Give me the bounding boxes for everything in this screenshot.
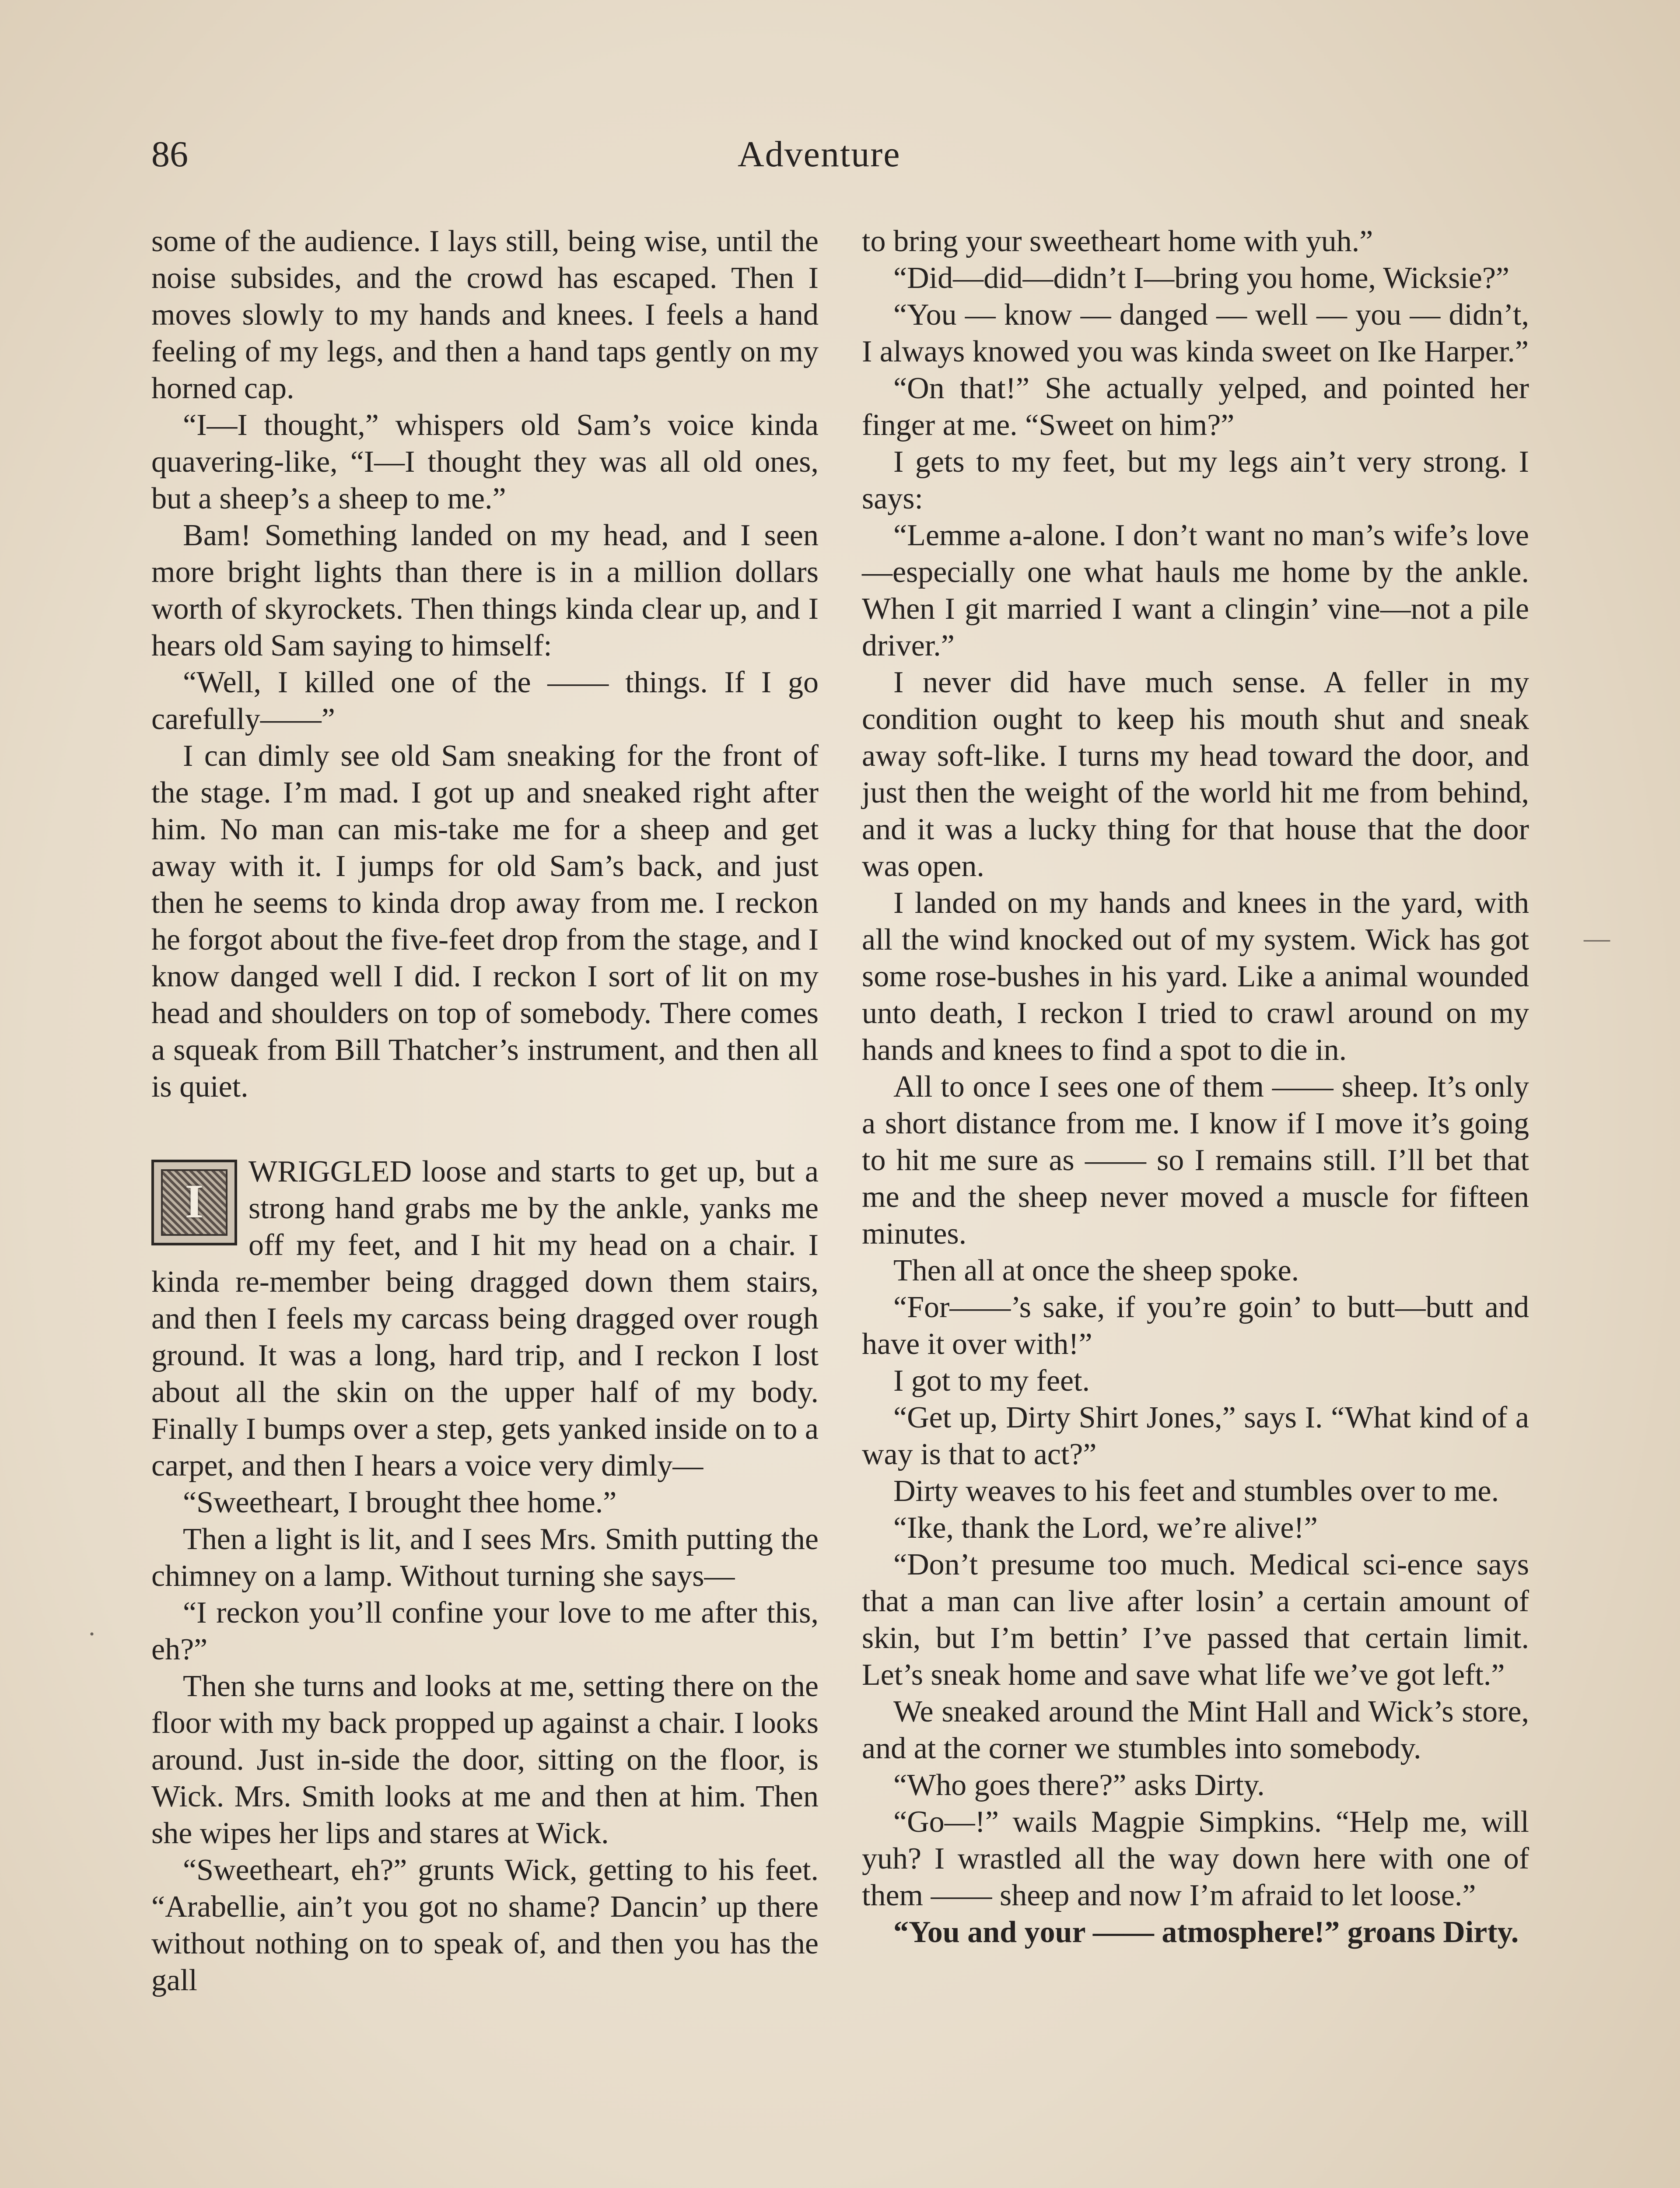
paragraph: “Who goes there?” asks Dirty. xyxy=(893,1768,1265,1802)
paragraph: some of the audience. I lays still, being wise, until the noise subsides, and the crowd has escaped. Then I moves slowly to my hands and knees. I feels a hand feeling of my legs, and then a hand taps gently on my horned cap. xyxy=(151,224,819,405)
paragraph: Bam! Something landed on my head, and I seen more bright lights than there is in a million dollars worth of skyrockets. Then things kinda clear up, and I hears old Sam saying to himself: xyxy=(151,519,819,663)
paragraph: “Don’t presume too much. Medical sci-ence says that a man can live after losin’ a certain amount of skin, but I’m bettin’ I’ve passed that certain limit. Let’s sneak home and save what life we’ve got left.” xyxy=(862,1548,1529,1692)
paragraph: “Sweetheart, I brought thee home.” xyxy=(183,1486,617,1519)
paragraph: “Did—did—didn’t I—bring you home, Wicksie?” xyxy=(893,261,1509,295)
paragraph: “You — know — danged — well — you — didn’t, I always knowed you was kinda sweet on Ike Harper.” xyxy=(862,298,1529,368)
paragraph: “Lemme a-alone. I don’t want no man’s wife’s love—especially one what hauls me home by the ankle. When I git married I want a clingin’ vine—not a pile driver.” xyxy=(862,519,1529,663)
final-paragraph: “You and your —— atmosphere!” groans Dirty. xyxy=(893,1915,1519,1949)
left-column xyxy=(151,223,819,1999)
paragraph: “Well, I killed one of the —— things. If I go carefully——” xyxy=(151,666,819,736)
paragraph: I can dimly see old Sam sneaking for the front of the stage. I’m mad. I got up and sneaked right after him. No man can mis-take me for a sheep and get away with it. I jumps for old Sam’s back, and just then he seems to kinda drop away from me. I reckon he forgot about the five-feet drop from the stage, and I know danged well I did. I reckon I sort of lit on my head and shoulders on top of somebody. There comes a squeak from Bill Thatcher’s instrument, and then all is quiet. xyxy=(151,739,819,1104)
paragraph: Then all at once the sheep spoke. xyxy=(893,1254,1299,1287)
paragraph: I never did have much sense. A feller in my condition ought to keep his mouth shut and sneak away soft-like. I turns my head toward the door, and just then the weight of the world hit me from behind, and it was a lucky thing for that house that the door was open. xyxy=(862,666,1529,883)
dropcap-paragraph-text: WRIGGLED loose and starts to get up, but a strong hand grabs me by the ankle, yanks me off my feet, and I hit my head on a chair. I kinda re-member being dragged down them stairs, and then I feels my carcass being dragged over rough ground. It was a long, hard trip, and I reckon I lost about all the skin on the upper half of my body. Finally I bumps over a step, gets yanked inside on to a carpet, and then I hears a voice very dimly— xyxy=(151,1155,819,1483)
paragraph: “For——’s sake, if you’re goin’ to butt—butt and have it over with!” xyxy=(862,1290,1529,1361)
running-title: Adventure xyxy=(738,134,901,175)
paragraph: Then she turns and looks at me, setting there on the floor with my back propped up against a chair. I looks around. Just in-side the door, sitting on the floor, is Wick. Mrs. Smith looks at me and then at him. Then she wipes her lips and stares at Wick. xyxy=(151,1669,819,1850)
continued-line: to bring your sweetheart home with yuh.” xyxy=(862,224,1373,258)
dropcap-paragraph xyxy=(151,1154,819,1484)
paragraph: “I reckon you’ll confine your love to me after this, eh?” xyxy=(151,1596,819,1666)
paragraph: I gets to my feet, but my legs ain’t very strong. I says: xyxy=(862,445,1529,515)
paragraph: Dirty weaves to his feet and stumbles over to me. xyxy=(893,1474,1499,1508)
paragraph: “Get up, Dirty Shirt Jones,” says I. “What kind of a way is that to act?” xyxy=(862,1401,1529,1471)
stray-dash-mark-icon: — xyxy=(1584,924,1610,953)
section-break xyxy=(151,1105,819,1154)
stray-dot-mark-icon: · xyxy=(88,1620,96,1648)
paragraph: Then a light is lit, and I sees Mrs. Smith putting the chimney on a lamp. Without turning she says— xyxy=(151,1522,819,1593)
paragraph: “Sweetheart, eh?” grunts Wick, getting to his feet. “Arabellie, ain’t you got no shame? Dancin’ up there without nothing on to speak of, and then you has the gall xyxy=(151,1853,819,1997)
page-number: 86 xyxy=(151,134,188,175)
paragraph: “On that!” She actually yelped, and pointed her finger at me. “Sweet on him?” xyxy=(862,372,1529,442)
ornamental-dropcap xyxy=(151,1160,237,1245)
paragraph: I landed on my hands and knees in the yard, with all the wind knocked out of my system. Wick has got some rose-bushes in his yard. Like a animal wounded unto death, I reckon I tried to crawl around on my hands and knees to find a spot to die in. xyxy=(862,886,1529,1067)
paragraph: I got to my feet. xyxy=(893,1364,1090,1398)
paragraph: “Ike, thank the Lord, we’re alive!” xyxy=(893,1511,1318,1545)
paragraph: “Go—!” wails Magpie Simpkins. “Help me, will yuh? I wrastled all the way down here with one of them —— sheep and now I’m afraid to let loose.” xyxy=(862,1805,1529,1912)
page-header xyxy=(151,130,1530,183)
dropcap-letter: I xyxy=(185,1175,204,1228)
paragraph: All to once I sees one of them —— sheep. It’s only a short distance from me. I know if I move it’s going to hit me sure as —— so I remains still. I’ll bet that me and the sheep never moved a muscle for fifteen minutes. xyxy=(862,1070,1529,1251)
right-column xyxy=(862,223,1529,1951)
paragraph: “I—I thought,” whispers old Sam’s voice kinda quavering-like, “I—I thought they was all old ones, but a sheep’s a sheep to me.” xyxy=(151,408,819,515)
paragraph: We sneaked around the Mint Hall and Wick’s store, and at the corner we stumbles into somebody. xyxy=(862,1695,1529,1765)
